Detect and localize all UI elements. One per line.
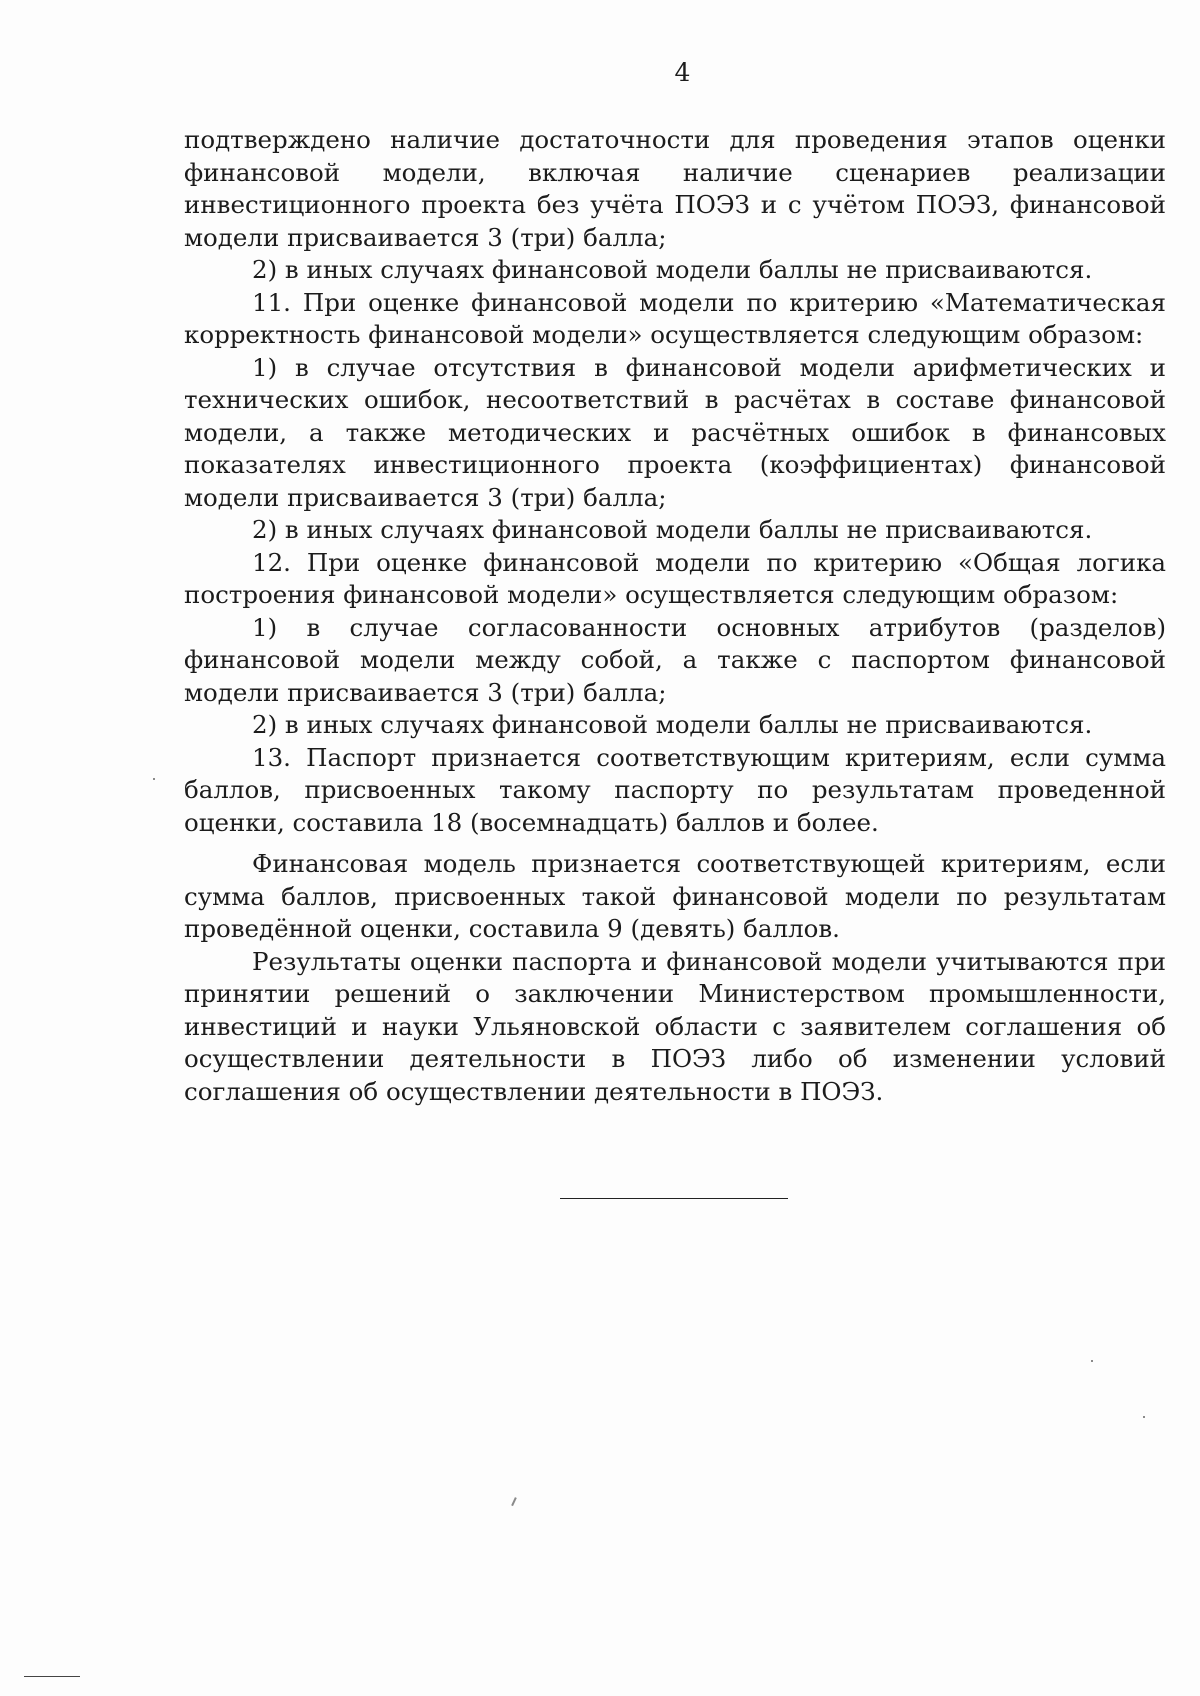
clause-12: 12. При оценке финансовой модели по критерию «Общая логика построения финансовой модели» осуществляется следующим образом: — [184, 547, 1166, 609]
clause-13: 13. Паспорт признается соответствующим критериям, если сумма баллов, присвоенных такому паспорту по результатам проведенной оценки, составила 18 (восемнадцать) баллов и более. — [184, 742, 1166, 837]
list-item-1: 1) в случае отсутствия в финансовой модели арифметических и технических ошибок, несоответствий в расчётах в составе финансовой модели, а также методических и расчётных ошибок в финансовых показателях инвестиционного проекта (коэффициентах) финансовой модели присваивается 3 (три) балла; — [184, 352, 1166, 512]
clause-11: 11. При оценке финансовой модели по критерию «Математическая корректность финансовой модели» осуществляется следующим образом: — [184, 287, 1166, 349]
document-body — [184, 124, 1166, 1108]
corner-scan-mark — [24, 1676, 80, 1677]
page-number: 4 — [674, 58, 691, 87]
list-item-2: 2) в иных случаях финансовой модели баллы не присваиваются. — [252, 710, 1093, 739]
list-item-2: 2) в иных случаях финансовой модели баллы не присваиваются. — [252, 255, 1093, 284]
scan-speck — [1091, 1360, 1093, 1362]
list-item-1: 1) в случае согласованности основных атрибутов (разделов) финансовой модели между собой, а также с паспортом финансовой модели присваивается 3 (три) балла; — [184, 612, 1166, 707]
paragraph-results: Результаты оценки паспорта и финансовой модели учитываются при принятии решений о заключении Министерством промышленности, инвестиций и науки Ульяновской области с заявителем соглашения об осуществлении деятельности в ПОЭЗ либо об изменении условий соглашения об осуществлении деятельности в ПОЭЗ. — [184, 946, 1166, 1106]
paragraph-financial-model: Финансовая модель признается соответствующей критериям, если сумма баллов, присвоенных такой финансовой модели по результатам проведённой оценки, составила 9 (девять) баллов. — [184, 849, 1166, 943]
scan-speck — [511, 1497, 516, 1506]
scan-speck — [153, 778, 155, 780]
end-of-text-rule — [560, 1198, 788, 1199]
scan-speck — [1143, 1416, 1145, 1418]
paragraph-continuation: подтверждено наличие достаточности для проведения этапов оценки финансовой модели, включая наличие сценариев реализации инвестиционного проекта без учёта ПОЭЗ и с учётом ПОЭЗ, финансовой модели присваивается 3 (три) балла; — [184, 125, 1166, 252]
list-item-2: 2) в иных случаях финансовой модели баллы не присваиваются. — [252, 515, 1093, 544]
